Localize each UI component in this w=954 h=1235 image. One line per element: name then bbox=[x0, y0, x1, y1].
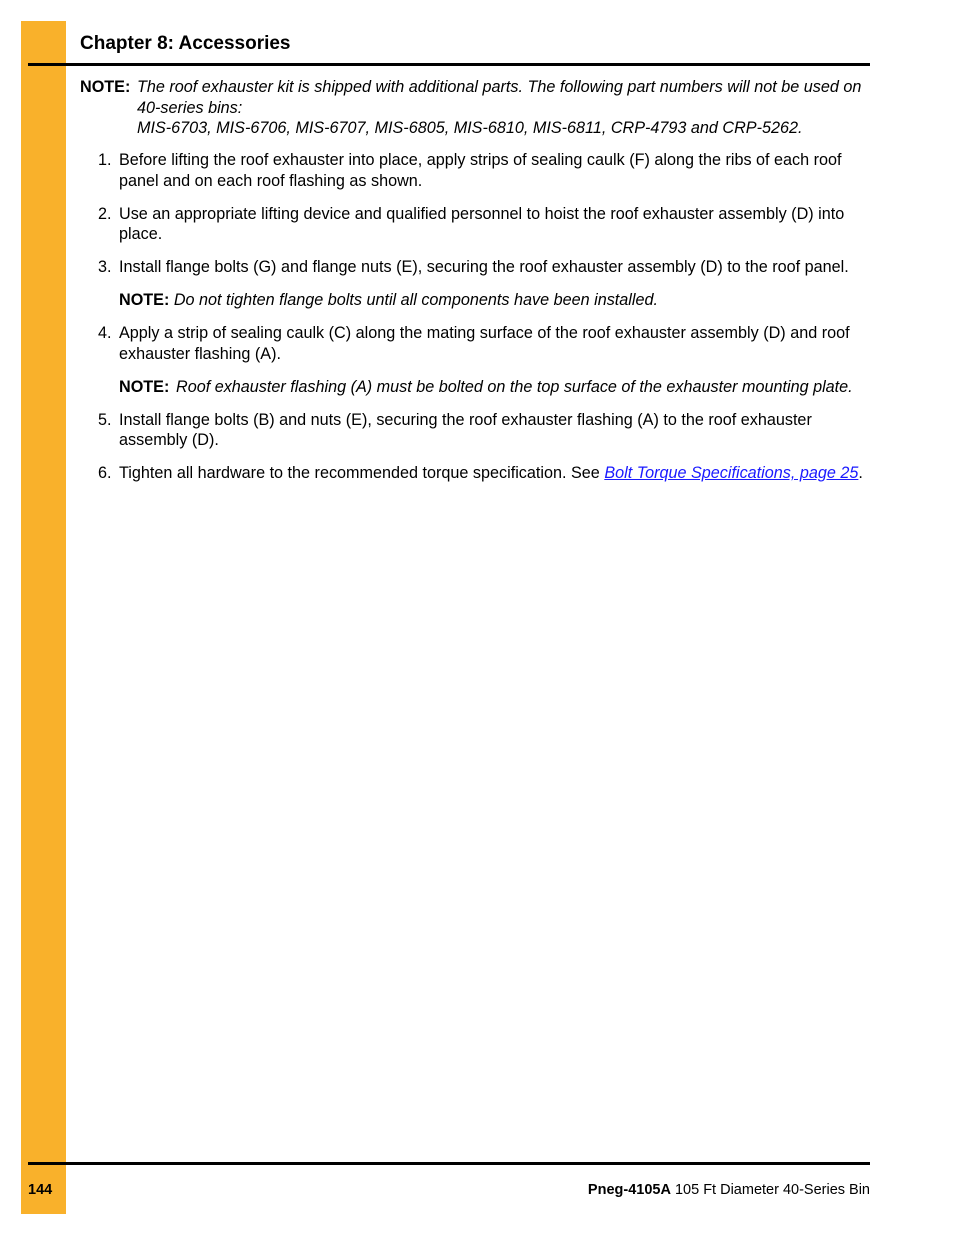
footer-document-info bbox=[588, 1182, 870, 1198]
step-text: Apply a strip of sealing caulk (C) along the mating surface of the roof exhauster assembly (D) and roof exhauster flashing (A). bbox=[119, 324, 850, 363]
note-label: NOTE: bbox=[80, 78, 131, 96]
note-part-numbers: MIS-6703, MIS-6706, MIS-6707, MIS-6805, MIS-6810, MIS-6811, CRP-4793 and CRP-5262. bbox=[137, 119, 803, 137]
step-text: Install flange bolts (B) and nuts (E), securing the roof exhauster flashing (A) to the roof exhauster assembly (D). bbox=[119, 410, 812, 449]
note-text: Do not tighten flange bolts until all components have been installed. bbox=[173, 291, 659, 309]
step-4 bbox=[80, 323, 870, 364]
step-text: Tighten all hardware to the recommended torque specification. See bbox=[119, 464, 605, 482]
step-3 bbox=[80, 257, 870, 278]
step-text-end: . bbox=[858, 464, 863, 482]
step-number: 4. bbox=[98, 324, 112, 342]
step-6 bbox=[80, 463, 870, 484]
page-number: 144 bbox=[28, 1182, 53, 1198]
step-number: 3. bbox=[98, 258, 112, 276]
document-title: 105 Ft Diameter 40-Series Bin bbox=[674, 1182, 870, 1198]
step-text: Use an appropriate lifting device and qualified personnel to hoist the roof exhauster assembly (D) into place. bbox=[119, 204, 845, 243]
note-label: NOTE: bbox=[119, 377, 170, 396]
note-text: Roof exhauster flashing (A) must be bolted on the top surface of the exhauster mounting plate. bbox=[176, 377, 853, 396]
step-text: Install flange bolts (G) and flange nuts (E), securing the roof exhauster assembly (D) to the roof panel. bbox=[119, 258, 849, 276]
document-id: Pneg-4105A bbox=[587, 1182, 671, 1198]
step-2 bbox=[80, 204, 870, 245]
step-5 bbox=[80, 410, 870, 451]
note-flashing-position bbox=[80, 377, 870, 398]
note-text: The roof exhauster kit is shipped with additional parts. The following part numbers will not be used on 40-series bins: bbox=[137, 78, 862, 117]
chapter-title: Chapter 8: Accessories bbox=[80, 33, 291, 54]
note-body bbox=[137, 77, 870, 139]
step-1 bbox=[80, 150, 870, 191]
footer-rule bbox=[28, 1162, 870, 1165]
step-number: 2. bbox=[98, 204, 112, 223]
chapter-color-tab bbox=[21, 21, 66, 1214]
step-number: 5. bbox=[98, 410, 112, 429]
note-no-tighten bbox=[80, 290, 870, 311]
bolt-torque-link[interactable]: Bolt Torque Specifications, page 25 bbox=[604, 464, 859, 482]
header-rule bbox=[28, 63, 870, 66]
step-number: 1. bbox=[98, 151, 112, 169]
note-label: NOTE: bbox=[119, 291, 170, 309]
top-note bbox=[80, 77, 870, 139]
step-number: 6. bbox=[98, 464, 112, 482]
procedure-steps bbox=[80, 150, 870, 496]
step-text: Before lifting the roof exhauster into place, apply strips of sealing caulk (F) along the ribs of each roof panel and on each roof flashing as shown. bbox=[119, 151, 842, 190]
